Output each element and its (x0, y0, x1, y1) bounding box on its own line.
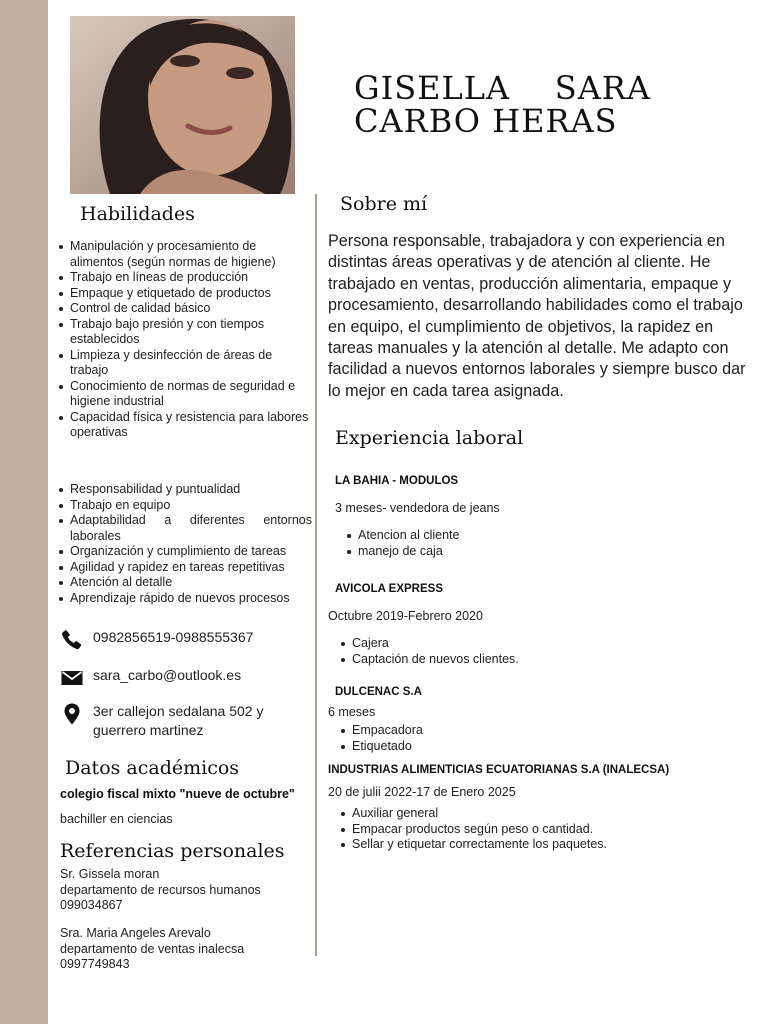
list-item: Adaptabilidad a diferentes entornos laborales (70, 513, 312, 543)
job-tasks (344, 528, 748, 559)
reference-name: Sr. Gissela moran (60, 867, 160, 881)
reference-item (60, 926, 244, 973)
list-item: Trabajo en líneas de producción (70, 270, 310, 286)
reference-department: departamento de recursos humanos (60, 882, 261, 897)
list-item: Manipulación y procesamiento de alimentos (según normas de higiene) (70, 239, 310, 270)
list-item: Atencion al cliente (358, 528, 748, 544)
experience-heading: Experiencia laboral (335, 427, 524, 449)
first-name: GISELLA (354, 69, 511, 107)
phone-number: 0982856519-0988555367 (93, 629, 254, 645)
job-company: INDUSTRIAS ALIMENTICIAS ECUATORIANAS S.A (INALECSA) (328, 764, 670, 776)
about-paragraph: Persona responsable, trabajadora y con experiencia en distintas áreas operativas y de atención al cliente. He trabajado en ventas, producción alimentaria, empaque y procesamiento, desarrollando habilidades como el trabajo en equipo, el cumplimiento de objetivos, la rapidez en tareas manuales y la atención al detalle. Me adapto con facilidad a nuevos entornos laborales y siempre busco dar lo mejor en cada tarea asignada. (328, 232, 746, 400)
reference-department: departamento de ventas inalecsa (60, 941, 245, 956)
list-item: Agilidad y rapidez en tareas repetitivas (70, 560, 312, 576)
list-item: Capacidad física y resistencia para labores operativas (70, 409, 309, 439)
list-item: Auxiliar general (352, 806, 752, 822)
contact-email (60, 666, 241, 690)
degree: bachiller en ciencias (60, 812, 173, 826)
list-item: Empaque y etiquetado de productos (70, 286, 310, 302)
full-name (354, 69, 651, 140)
job-company: DULCENAC S.A (335, 686, 422, 698)
academic-heading: Datos académicos (65, 757, 240, 779)
contact-address (60, 702, 290, 740)
job-period: 6 meses (328, 705, 376, 719)
contact-phone (60, 628, 253, 652)
list-item: Organización y cumplimiento de tareas (70, 544, 312, 560)
references-heading: Referencias personales (60, 840, 285, 862)
list-item: Trabajo en equipo (70, 498, 312, 514)
job-tasks (338, 806, 752, 853)
list-item: Empacadora (352, 723, 742, 739)
school-name: colegio fiscal mixto "nueve de octubre" (60, 787, 295, 801)
job-tasks (338, 723, 742, 754)
reference-phone: 099034867 (60, 898, 123, 912)
list-item: Responsabilidad y puntualidad (70, 482, 312, 498)
side-color-band (0, 0, 48, 1024)
job-tasks (338, 636, 742, 667)
profile-photo (70, 16, 295, 194)
location-pin-icon (60, 702, 84, 726)
column-divider (315, 194, 317, 956)
email-address: sara_carbo@outlook.es (93, 667, 242, 683)
job-period: 20 de julii 2022-17 de Enero 2025 (328, 785, 516, 799)
list-item: Trabajo bajo presión y con tiempos establecidos (70, 317, 310, 348)
list-item: Limpieza y desinfección de áreas de trabajo (70, 348, 310, 379)
list-item: Sellar y etiquetar correctamente los paquetes. (352, 837, 752, 853)
reference-phone: 0997749843 (60, 957, 130, 971)
list-item: Aprendizaje rápido de nuevos procesos (70, 591, 312, 607)
job-company: AVICOLA EXPRESS (335, 583, 443, 595)
list-item: Conocimiento de normas de seguridad e higiene industrial (70, 379, 310, 410)
mail-icon (60, 666, 84, 690)
job-period: Octubre 2019-Febrero 2020 (328, 609, 483, 623)
phone-icon (60, 628, 84, 652)
list-item: Cajera (352, 636, 742, 652)
list-item: Etiquetado (352, 739, 742, 755)
reference-item (60, 867, 261, 914)
list-item: Captación de nuevos clientes. (352, 652, 742, 668)
skills-list-technical (56, 239, 310, 441)
last-names: CARBO HERAS (354, 102, 618, 140)
second-name: SARA (554, 69, 651, 107)
about-heading: Sobre mí (340, 193, 428, 215)
list-item: manejo de caja (358, 544, 748, 560)
list-item: Empacar productos según peso o cantidad. (352, 822, 752, 838)
job-period: 3 meses- vendedora de jeans (335, 501, 500, 515)
home-address: 3er callejon sedalana 502 y guerrero martinez (93, 703, 264, 738)
reference-name: Sra. Maria Angeles Arevalo (60, 926, 211, 940)
skills-list-soft (56, 482, 312, 606)
job-company: LA BAHIA - MODULOS (335, 475, 459, 487)
skills-heading: Habilidades (80, 203, 195, 225)
list-item: Atención al detalle (70, 575, 312, 591)
list-item: Control de calidad básico (70, 301, 310, 317)
